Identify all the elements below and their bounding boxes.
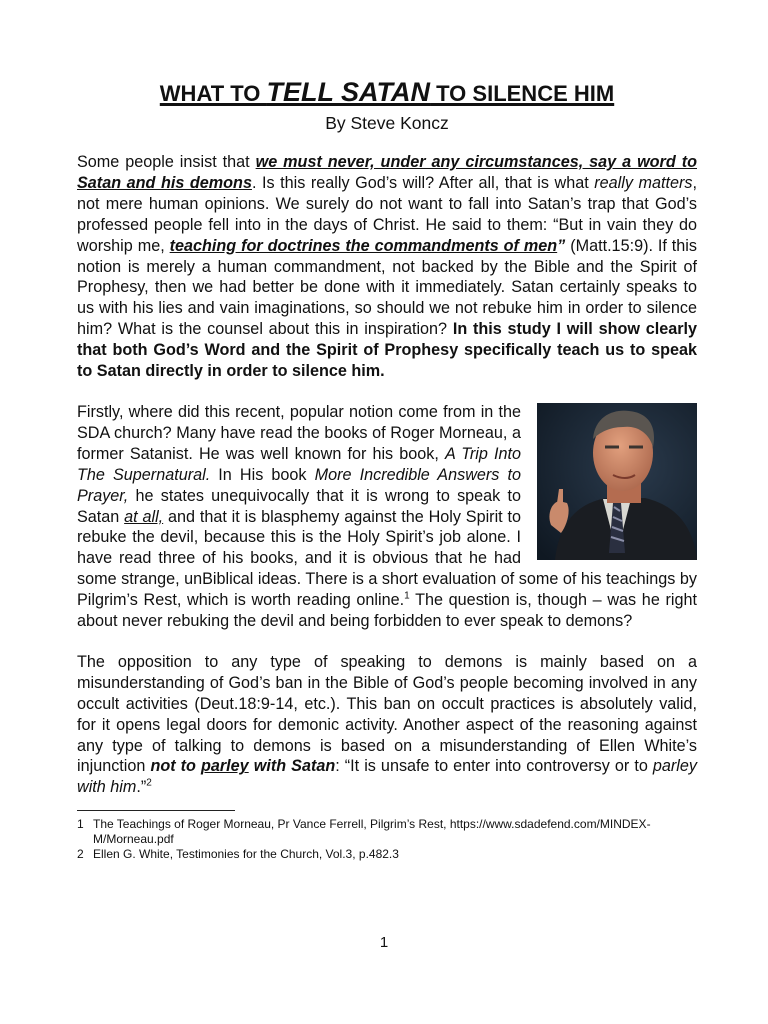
document-page: [77, 74, 697, 862]
footnote-ref-1[interactable]: 1: [404, 590, 410, 602]
speaker-portrait-image: [537, 403, 697, 560]
paragraph-1: Some people insist that we must never, under any circumstances, say a word to Satan and his demons. Is this really God’s will? After all, that is what really matters, not mere human opinions. We surely do not want to fall into Satan’s trap that God’s professed people fell into in the days of Christ. He said to them: “But in vain they do worship me, teaching for doctrines the commandments of men” (Matt.15:9). If this notion is merely a human commandment, not backed by the Bible and the Spirit of Prophesy, then we had better be done with it immediately. Satan certainly speaks to us with his lies and vain imaginations, so should we not rebuke him in order to silence him? What is the counsel about this in inspiration? In this study I will show clearly that both God’s Word and the Spirit of Prophesy specifically teach us to speak to Satan directly in order to silence him.: [77, 153, 698, 381]
paragraph-3: The opposition to any type of speaking to demons is mainly based on a misunderstanding of God’s ban in the Bible of God’s people becoming involved in any occult activities (Deut.18:9-14, etc.). This ban on occult practices is absolutely valid, for it opens legal doors for demonic activity. Another aspect of the reasoning against any type of talking to demons is based on a misunderstanding of Ellen White’s injunction not to parley with Satan: “It is unsafe to enter into controversy or to parley with him.”$^2$: [77, 652, 697, 797]
title-part-1: WHAT TO: [159, 81, 267, 106]
title-part-3: TO SILENCE HIM: [430, 81, 615, 106]
paragraph-2: Firstly, where did this recent, popular notion come from in the SDA church? Many have read the books of Roger Morneau, a former Satanist. He was well known for his book, A Trip Into The Supernatural. In His book More Incredible Answers to Prayer, he states unequivocally that it is wrong to speak to Satan at all, and that it is blasphemy against the Holy Spirit to rebuke the devil, because this is the Holy Spirit’s job alone. I have read three of his books, and it is obvious that he had some strange, unBiblical ideas. There is a short evaluation of some of his teachings by Pilgrim’s Rest, which is worth reading online.$^1$ The question is, though – was he right about never rebuking the devil and being forbidden to ever speak to demons?: [77, 402, 697, 631]
footnote-ref-2[interactable]: 2: [146, 777, 152, 789]
footnote-1: 1 The Teachings of Roger Morneau, Pr Vance Ferrell, Pilgrim’s Rest, https://www.sdadefend.com/MINDEX-M/Morneau.pdf: [77, 817, 651, 847]
title-part-2: TELL SATAN: [266, 77, 431, 107]
footnote-2: 2 Ellen G. White, Testimonies for the Church, Vol.3, p.482.3: [77, 847, 399, 862]
speaker-photo: [537, 403, 697, 560]
document-title: [77, 74, 697, 110]
footnote-divider: [77, 810, 235, 811]
byline: By Steve Koncz: [325, 113, 449, 133]
page-number: 1: [379, 934, 389, 951]
